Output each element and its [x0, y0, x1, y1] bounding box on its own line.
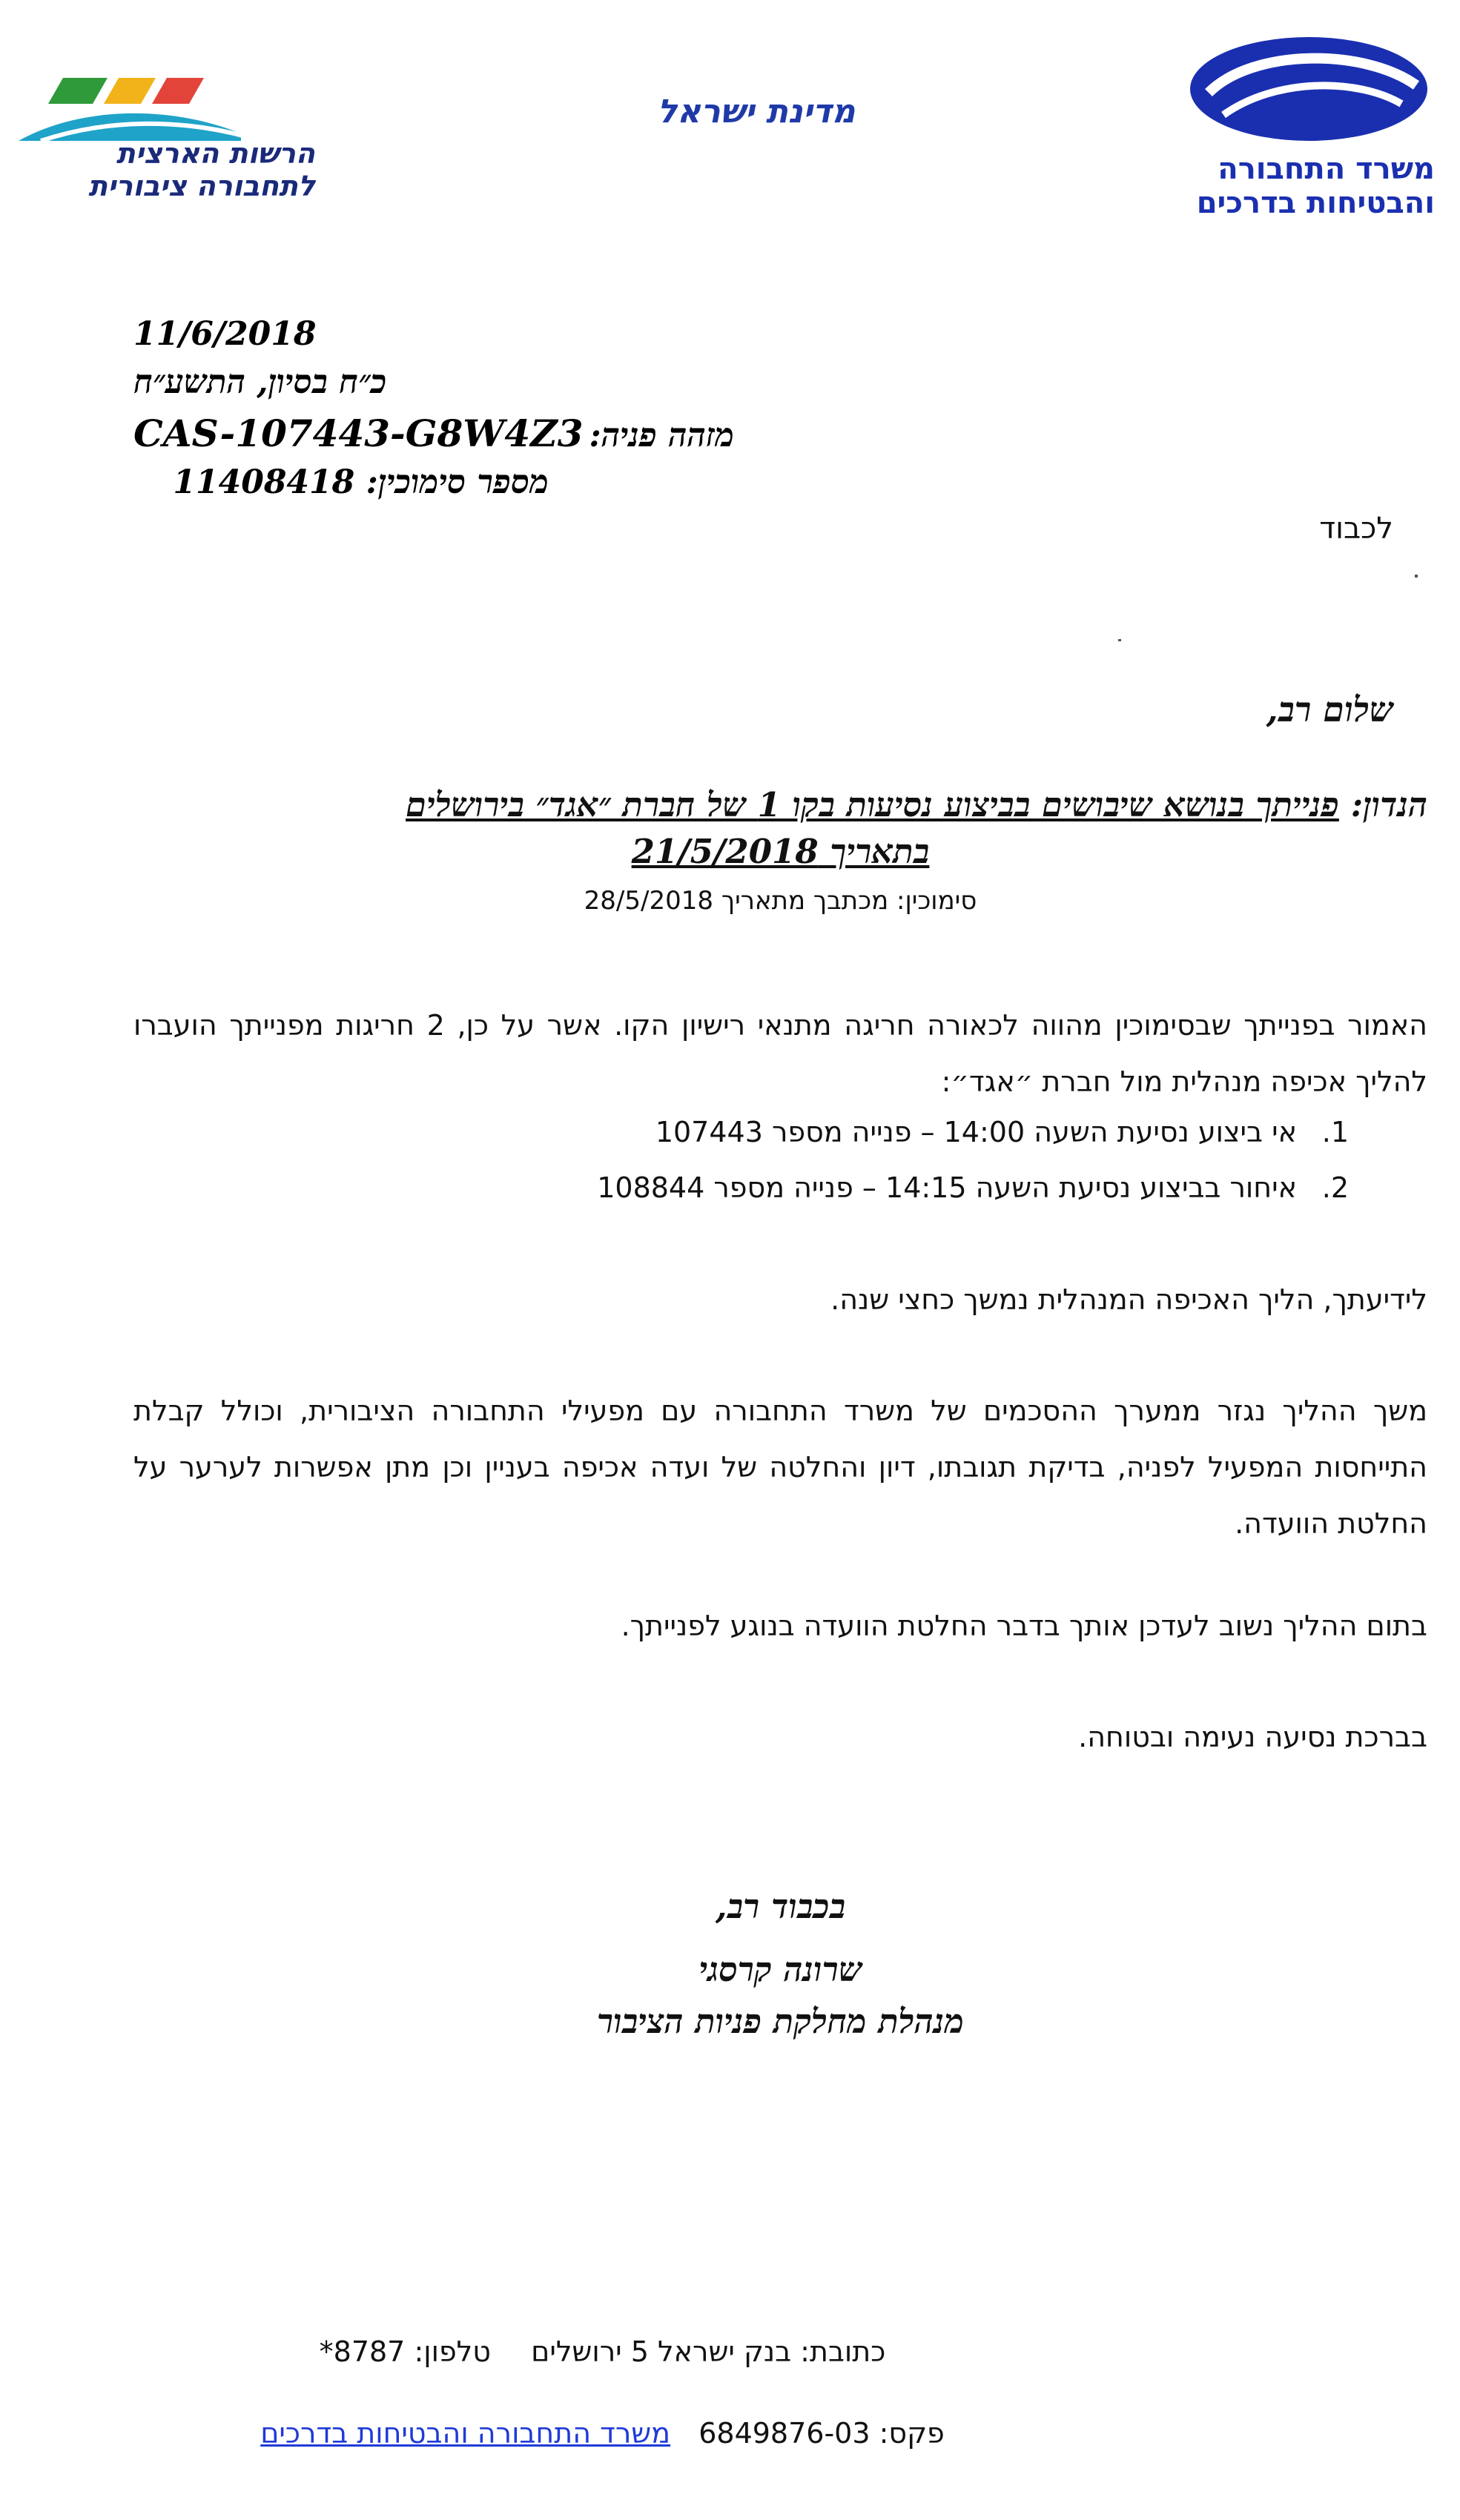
body-paragraph-2: לידיעתך, הליך האכיפה המנהלית נמשך כחצי שנה. [830, 1283, 1427, 1316]
list-item [655, 1116, 1349, 1148]
body-paragraph-5: בברכת נסיעה נעימה ובטוחה. [1078, 1721, 1427, 1753]
footer-fax: פקס: 6849876-03 [698, 2417, 945, 2450]
stray-mark [1415, 575, 1418, 578]
ministry-website-link[interactable]: משרד התחבורה והבטיחות בדרכים [260, 2417, 671, 2450]
list-number: 1. [1321, 1116, 1349, 1148]
ref-number: 11408418 [173, 463, 355, 501]
case-id-line [133, 411, 741, 455]
state-title: מדינת ישראל [657, 93, 856, 130]
reference-line: סימוכין: מכתבך מתאריך 28/5/2018 [584, 886, 977, 916]
ministry-logo-text: משרד התחבורה והבטיחות בדרכים [1196, 152, 1435, 220]
stray-mark [1118, 639, 1121, 641]
subject-date: בתאריך 21/5/2018 [631, 832, 930, 871]
authority-logo-text: הרשות הארצית לתחבורה ציבורית [88, 137, 315, 202]
reference-number-line [133, 463, 549, 501]
ministry-emblem-icon [1179, 33, 1438, 152]
signer-title: מנהלת מחלקת פניות הציבור [597, 2002, 964, 2041]
body-paragraph-3: משך ההליך נגזר ממערך ההסכמים של משרד התחבורה עם מפעילי התחבורה הציבורית, וכולל קבלת התייחסות המפעיל לפניה, בדיקת תגובתו, דיון והחלטה של ועדה אכיפה בעניין וכן מתן אפשרות לערער על החלטת הוועדה. [133, 1395, 1427, 1540]
list-item [597, 1171, 1349, 1204]
footer-contact [0, 2335, 1249, 2368]
authority-emblem-icon [19, 63, 315, 145]
body-paragraph-4: בתום ההליך נשוב לעדכן אותך בדבר החלטת הוועדה בנוגע לפנייתך. [621, 1610, 1427, 1642]
ref-label: מספר סימוכין: [366, 463, 549, 501]
footer-phone: טלפון: 8787* [319, 2335, 491, 2368]
subject-text: פנייתך בנושא שיבושים בביצוע נסיעות בקו 1 של חברת ״אגד״ בירושלים [406, 785, 1339, 824]
subject-label: הנדון: [1350, 785, 1427, 824]
signer-name: שרונה קרסגי [698, 1950, 862, 1989]
closing: בכבוד רב, [715, 1887, 846, 1926]
case-label: מזהה פניה: [589, 417, 735, 454]
case-id: CAS-107443-G8W4Z3 [133, 411, 584, 455]
recipient-label: לכבוד [1319, 512, 1393, 546]
letter-date: 11/6/2018 [133, 315, 317, 353]
national-transport-authority-logo [19, 63, 315, 211]
greeting: שלום רב, [1266, 689, 1393, 730]
hebrew-date: כ״ח בסיון, התשע״ח [133, 363, 387, 401]
body-paragraph-1: האמור בפנייתך שבסימוכין מהווה לכאורה חריגה מתנאי רישיון הקו. אשר על כן, 2 חריגות מפנייתך הועברו להליך אכיפה מנהלית מול חברת ״אגד״: [133, 1009, 1427, 1098]
footer-address: כתובת: בנק ישראל 5 ירושלים [531, 2335, 886, 2368]
list-number: 2. [1321, 1171, 1349, 1204]
footer-fax-line [0, 2417, 1249, 2450]
ministry-of-transport-logo [1179, 33, 1438, 226]
list-text: איחור בביצוע נסיעת השעה 14:15 – פנייה מספר 108844 [597, 1171, 1297, 1204]
subject-line [133, 778, 1427, 832]
list-text: אי ביצוע נסיעת השעה 14:00 – פנייה מספר 107443 [655, 1116, 1297, 1148]
